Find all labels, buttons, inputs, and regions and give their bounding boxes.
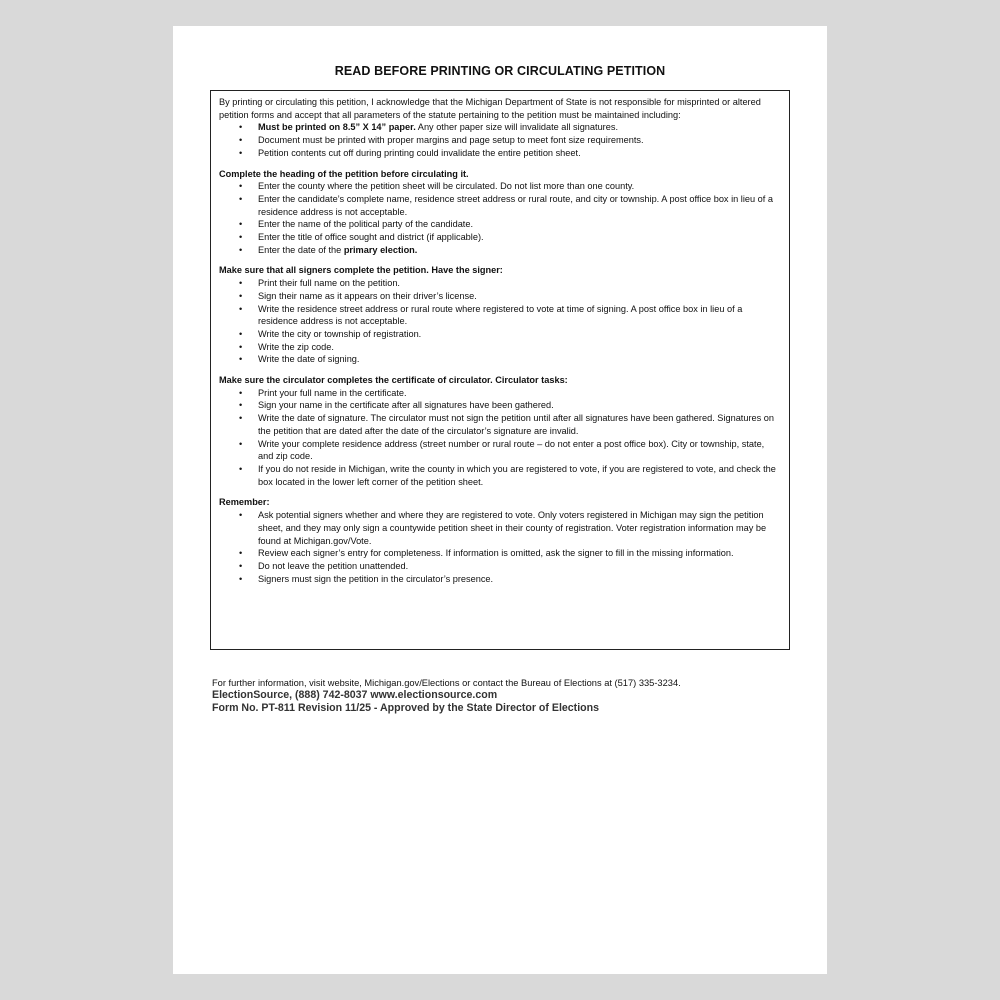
- remember-list: [219, 509, 781, 585]
- intro-list: [219, 121, 781, 159]
- list-item: • Enter the title of office sought and district (if applicable).: [258, 231, 781, 244]
- intro-paragraph: By printing or circulating this petition, I acknowledge that the Michigan Department of State is not responsible for misprinted or altered petition forms and accept that all parameters of the statute pertaining to the petition must be maintained including:: [219, 97, 761, 120]
- list-item: • Petition contents cut off during printing could invalidate the entire petition sheet.: [258, 147, 781, 160]
- section-heading-heading: Complete the heading of the petition before circulating it.: [219, 168, 469, 179]
- footer-publisher-line: ElectionSource, (888) 742-8037 www.electionsource.com: [212, 689, 498, 701]
- list-item: • Write the residence street address or rural route where registered to vote at time of signing. A post office box in lieu of a residence address is not acceptable.: [258, 303, 781, 328]
- page-footer: [212, 677, 812, 714]
- list-item: • Enter the name of the political party of the candidate.: [258, 218, 781, 231]
- heading-instructions-list: [219, 180, 781, 256]
- list-item: • Write the city or township of registration.: [258, 328, 781, 341]
- list-item: • Sign your name in the certificate after all signatures have been gathered.: [258, 399, 781, 412]
- list-item: • Enter the date of the primary election.: [258, 244, 781, 257]
- list-item: • Review each signer’s entry for completeness. If information is omitted, ask the signer to fill in the missing information.: [258, 547, 781, 560]
- list-item: • Write the zip code.: [258, 341, 781, 354]
- list-item: • Document must be printed with proper margins and page setup to meet font size requirements.: [258, 134, 781, 147]
- list-item: • Enter the county where the petition sheet will be circulated. Do not list more than one county.: [258, 180, 781, 193]
- footer-form-number-line: Form No. PT-811 Revision 11/25 - Approved by the State Director of Elections: [212, 701, 599, 714]
- list-item: • Must be printed on 8.5” X 14” paper. Any other paper size will invalidate all signatures.: [258, 121, 781, 134]
- section-heading-signers: Make sure that all signers complete the petition. Have the signer:: [219, 265, 503, 276]
- list-item: • Print their full name on the petition.: [258, 277, 781, 290]
- section-heading-circulator: Make sure the circulator completes the certificate of circulator. Circulator tasks:: [219, 375, 568, 386]
- list-item: • Signers must sign the petition in the circulator’s presence.: [258, 573, 781, 586]
- section-heading-remember: Remember:: [219, 497, 270, 508]
- list-item: • Enter the candidate’s complete name, residence street address or rural route, and city or township. A post office box in lieu of a residence address is not acceptable.: [258, 193, 781, 218]
- signer-instructions-list: [219, 277, 781, 366]
- list-item: • Ask potential signers whether and where they are registered to vote. Only voters registered in Michigan may sign the petition sheet, and they may only sign a countywide petition sheet in their county of registration. Voter registration information may be found at Michigan.gov/Vote.: [258, 509, 781, 547]
- list-item: • Do not leave the petition unattended.: [258, 560, 781, 573]
- instructions-box: [210, 90, 790, 650]
- footer-info-line: For further information, visit website, Michigan.gov/Elections or contact the Bureau of Elections at (517) 335-3234.: [212, 678, 681, 688]
- list-item: • Write the date of signing.: [258, 353, 781, 366]
- list-item: • If you do not reside in Michigan, write the county in which you are registered to vote, if you are registered to vote, and check the box located in the lower left corner of the petition sheet.: [258, 463, 781, 488]
- document-page: [173, 26, 827, 974]
- list-item: • Sign their name as it appears on their driver’s license.: [258, 290, 781, 303]
- list-item: • Print your full name in the certificate.: [258, 387, 781, 400]
- page-title: READ BEFORE PRINTING OR CIRCULATING PETITION: [334, 64, 666, 78]
- list-item: • Write the date of signature. The circulator must not sign the petition until after all signatures have been gathered. Signatures on the petition that are dated after the date of the circulator’s signature are invalid.: [258, 412, 781, 437]
- list-item: • Write your complete residence address (street number or rural route – do not enter a post office box). City or township, state, and zip code.: [258, 438, 781, 463]
- circulator-tasks-list: [219, 387, 781, 489]
